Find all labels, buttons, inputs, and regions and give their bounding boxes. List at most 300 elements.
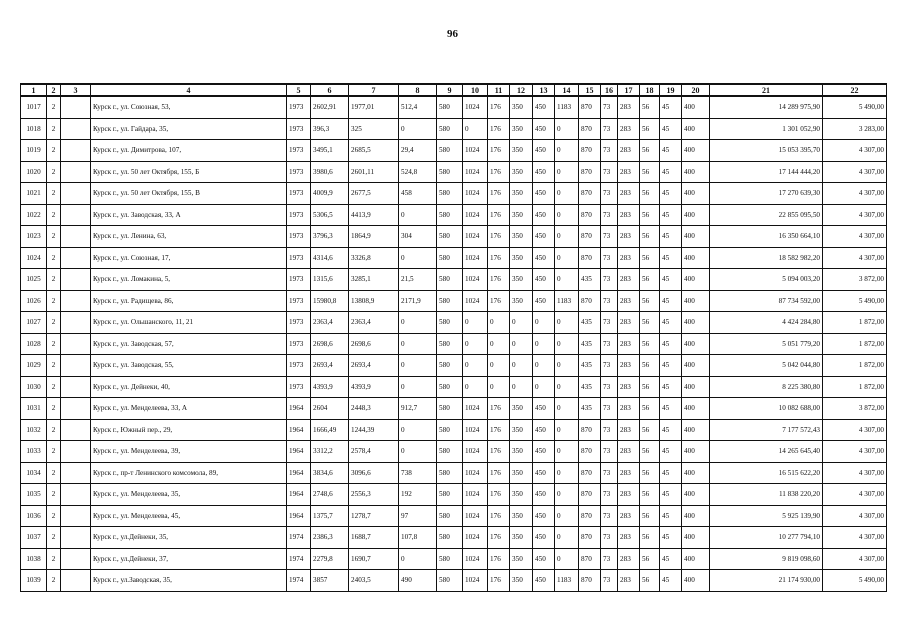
table-cell: 400 bbox=[682, 570, 710, 592]
table-cell: 3285,1 bbox=[349, 269, 399, 291]
column-header: 16 bbox=[601, 84, 618, 96]
table-cell: 176 bbox=[488, 290, 510, 312]
table-cell: 1024 bbox=[463, 290, 488, 312]
table-cell: 283 bbox=[618, 140, 640, 162]
table-cell: 73 bbox=[601, 376, 618, 398]
table-cell: 396,3 bbox=[311, 118, 349, 140]
table-cell: 1024 bbox=[463, 96, 488, 118]
table-cell: 4009,9 bbox=[311, 183, 349, 205]
table-cell: 73 bbox=[601, 527, 618, 549]
table-cell: 450 bbox=[533, 441, 555, 463]
table-cell: 2578,4 bbox=[349, 441, 399, 463]
table-cell: 7 177 572,43 bbox=[710, 419, 823, 441]
table-cell: 400 bbox=[682, 333, 710, 355]
table-cell bbox=[61, 398, 91, 420]
table-cell: 4 307,00 bbox=[823, 505, 887, 527]
table-cell: Курск г., ул.Дейнеки, 37, bbox=[91, 548, 287, 570]
table-cell: 1028 bbox=[21, 333, 47, 355]
table-cell: Курск г., ул. Ломакина, 5, bbox=[91, 269, 287, 291]
table-cell: 870 bbox=[579, 527, 601, 549]
table-cell: 1021 bbox=[21, 183, 47, 205]
table-cell: 435 bbox=[579, 333, 601, 355]
table-cell: 580 bbox=[437, 118, 463, 140]
table-cell: 3495,1 bbox=[311, 140, 349, 162]
table-cell: 56 bbox=[640, 140, 660, 162]
table-cell: 450 bbox=[533, 96, 555, 118]
table-cell: 176 bbox=[488, 419, 510, 441]
table-cell: 350 bbox=[510, 204, 533, 226]
table-cell bbox=[61, 570, 91, 592]
table-cell: 450 bbox=[533, 247, 555, 269]
table-cell: 2 bbox=[47, 312, 61, 334]
table-cell: 580 bbox=[437, 140, 463, 162]
table-cell: 2604 bbox=[311, 398, 349, 420]
table-cell: Курск г., ул. Гайдара, 35, bbox=[91, 118, 287, 140]
table-cell: 870 bbox=[579, 183, 601, 205]
table-cell: 2693,4 bbox=[311, 355, 349, 377]
table-row bbox=[21, 333, 887, 355]
table-cell: 0 bbox=[555, 247, 579, 269]
table-cell bbox=[61, 505, 91, 527]
table-cell: 580 bbox=[437, 247, 463, 269]
table-cell: 283 bbox=[618, 419, 640, 441]
table-row bbox=[21, 376, 887, 398]
table-cell: 1183 bbox=[555, 290, 579, 312]
table-cell: 0 bbox=[399, 204, 437, 226]
column-header: 11 bbox=[488, 84, 510, 96]
table-cell: 458 bbox=[399, 183, 437, 205]
table-cell bbox=[61, 333, 91, 355]
table-cell: 56 bbox=[640, 570, 660, 592]
table-cell: 1024 bbox=[463, 548, 488, 570]
table-cell: 0 bbox=[533, 355, 555, 377]
table-row bbox=[21, 398, 887, 420]
table-cell bbox=[61, 161, 91, 183]
table-cell: 3980,6 bbox=[311, 161, 349, 183]
table-cell: 0 bbox=[555, 269, 579, 291]
table-cell: 283 bbox=[618, 247, 640, 269]
table-cell: 435 bbox=[579, 376, 601, 398]
table-cell: 3796,3 bbox=[311, 226, 349, 248]
table-cell: 2 bbox=[47, 484, 61, 506]
table-cell: 45 bbox=[660, 376, 682, 398]
table-cell: 1026 bbox=[21, 290, 47, 312]
table-cell: 400 bbox=[682, 527, 710, 549]
table-cell: 870 bbox=[579, 505, 601, 527]
table-cell: 73 bbox=[601, 419, 618, 441]
table-cell: 4 307,00 bbox=[823, 527, 887, 549]
table-cell: Курск г., Южный пер., 29, bbox=[91, 419, 287, 441]
table-cell: 5 042 044,80 bbox=[710, 355, 823, 377]
table-cell: 0 bbox=[533, 376, 555, 398]
table-cell: 1024 bbox=[463, 269, 488, 291]
table-cell: 1973 bbox=[287, 226, 311, 248]
column-header: 8 bbox=[399, 84, 437, 96]
table-cell: 73 bbox=[601, 484, 618, 506]
table-cell: 400 bbox=[682, 183, 710, 205]
table-cell: 45 bbox=[660, 96, 682, 118]
table-cell: 2 bbox=[47, 226, 61, 248]
table-cell: 1 872,00 bbox=[823, 376, 887, 398]
table-row bbox=[21, 312, 887, 334]
table-cell: 0 bbox=[463, 118, 488, 140]
table-cell: 45 bbox=[660, 226, 682, 248]
table-cell: 1 301 052,90 bbox=[710, 118, 823, 140]
table-cell: 176 bbox=[488, 226, 510, 248]
table-cell: 5 490,00 bbox=[823, 570, 887, 592]
table-cell: 4 307,00 bbox=[823, 247, 887, 269]
table-cell: 73 bbox=[601, 96, 618, 118]
table-cell: 350 bbox=[510, 570, 533, 592]
table-cell bbox=[61, 290, 91, 312]
table-cell: 512,4 bbox=[399, 96, 437, 118]
table-cell: 4 307,00 bbox=[823, 161, 887, 183]
table-cell: 0 bbox=[555, 376, 579, 398]
table-cell: 176 bbox=[488, 462, 510, 484]
table-cell: 283 bbox=[618, 96, 640, 118]
table-cell bbox=[61, 441, 91, 463]
table-cell: 16 350 664,10 bbox=[710, 226, 823, 248]
table-cell: 870 bbox=[579, 247, 601, 269]
column-header: 19 bbox=[660, 84, 682, 96]
table-cell: 283 bbox=[618, 484, 640, 506]
table-cell: 350 bbox=[510, 505, 533, 527]
table-cell: 435 bbox=[579, 269, 601, 291]
table-cell: 580 bbox=[437, 398, 463, 420]
table-cell: 45 bbox=[660, 484, 682, 506]
table-cell: Курск г., ул. Заводская, 55, bbox=[91, 355, 287, 377]
table-cell: 2 bbox=[47, 269, 61, 291]
table-cell: 9 819 098,60 bbox=[710, 548, 823, 570]
table-cell: 1017 bbox=[21, 96, 47, 118]
table-cell: 870 bbox=[579, 96, 601, 118]
table-cell: 1666,49 bbox=[311, 419, 349, 441]
table-cell: 2 bbox=[47, 570, 61, 592]
table-cell: 870 bbox=[579, 204, 601, 226]
register-table bbox=[20, 83, 887, 592]
table-cell: 1183 bbox=[555, 96, 579, 118]
table-cell: 400 bbox=[682, 312, 710, 334]
table-cell: 435 bbox=[579, 355, 601, 377]
table-cell: 56 bbox=[640, 96, 660, 118]
table-cell: 870 bbox=[579, 161, 601, 183]
table-cell: 56 bbox=[640, 398, 660, 420]
table-cell: 580 bbox=[437, 505, 463, 527]
column-header: 7 bbox=[349, 84, 399, 96]
table-cell: 283 bbox=[618, 269, 640, 291]
table-cell: 580 bbox=[437, 183, 463, 205]
table-cell bbox=[61, 140, 91, 162]
table-cell: 8 225 380,80 bbox=[710, 376, 823, 398]
table-cell: 107,8 bbox=[399, 527, 437, 549]
table-cell: 2698,6 bbox=[311, 333, 349, 355]
table-cell bbox=[61, 96, 91, 118]
table-cell: 0 bbox=[555, 441, 579, 463]
table-row bbox=[21, 96, 887, 118]
table-cell: 1033 bbox=[21, 441, 47, 463]
table-cell: 4 307,00 bbox=[823, 419, 887, 441]
table-cell: 400 bbox=[682, 96, 710, 118]
table-cell: 176 bbox=[488, 204, 510, 226]
table-cell: 15 053 395,70 bbox=[710, 140, 823, 162]
table-cell: 2 bbox=[47, 333, 61, 355]
table-cell: Курск г., ул. Заводская, 57, bbox=[91, 333, 287, 355]
table-cell: 0 bbox=[555, 462, 579, 484]
table-cell: 73 bbox=[601, 183, 618, 205]
table-cell: 580 bbox=[437, 161, 463, 183]
table-cell: 350 bbox=[510, 247, 533, 269]
table-cell: 350 bbox=[510, 269, 533, 291]
table-cell: 870 bbox=[579, 140, 601, 162]
table-cell: 0 bbox=[488, 355, 510, 377]
table-cell: 3 283,00 bbox=[823, 118, 887, 140]
table-cell: 283 bbox=[618, 355, 640, 377]
table-cell: 56 bbox=[640, 118, 660, 140]
table-cell: 1036 bbox=[21, 505, 47, 527]
table-cell: 1031 bbox=[21, 398, 47, 420]
table-cell: 435 bbox=[579, 398, 601, 420]
table-cell: 400 bbox=[682, 355, 710, 377]
table-cell: 1024 bbox=[463, 140, 488, 162]
table-cell: 0 bbox=[533, 333, 555, 355]
table-cell: 73 bbox=[601, 140, 618, 162]
table-cell: 73 bbox=[601, 204, 618, 226]
table-cell: 0 bbox=[463, 376, 488, 398]
table-cell: 1039 bbox=[21, 570, 47, 592]
table-cell: 283 bbox=[618, 548, 640, 570]
table-cell: 5 094 003,20 bbox=[710, 269, 823, 291]
table-cell: 400 bbox=[682, 140, 710, 162]
table-cell: 0 bbox=[399, 376, 437, 398]
table-cell: 2556,3 bbox=[349, 484, 399, 506]
table-cell: 580 bbox=[437, 484, 463, 506]
table-cell: 350 bbox=[510, 398, 533, 420]
table-cell: 4393,9 bbox=[311, 376, 349, 398]
table-cell: 283 bbox=[618, 333, 640, 355]
table-cell: 2386,3 bbox=[311, 527, 349, 549]
table-cell: 176 bbox=[488, 527, 510, 549]
table-cell: 1038 bbox=[21, 548, 47, 570]
table-row bbox=[21, 290, 887, 312]
table-cell: 0 bbox=[555, 183, 579, 205]
table-cell: 15980,8 bbox=[311, 290, 349, 312]
table-cell: 450 bbox=[533, 570, 555, 592]
column-header: 2 bbox=[47, 84, 61, 96]
table-cell: Курск г., ул. Менделеева, 39, bbox=[91, 441, 287, 463]
table-cell: 45 bbox=[660, 118, 682, 140]
table-cell: 1973 bbox=[287, 269, 311, 291]
table-row bbox=[21, 269, 887, 291]
table-cell: 1023 bbox=[21, 226, 47, 248]
table-cell: 0 bbox=[399, 548, 437, 570]
table-cell bbox=[61, 548, 91, 570]
table-cell: 435 bbox=[579, 312, 601, 334]
table-cell: 4314,6 bbox=[311, 247, 349, 269]
table-cell: 580 bbox=[437, 441, 463, 463]
table-cell: 0 bbox=[510, 376, 533, 398]
table-cell: 0 bbox=[555, 419, 579, 441]
table-cell: 1964 bbox=[287, 398, 311, 420]
table-cell: 0 bbox=[399, 419, 437, 441]
table-cell: 1024 bbox=[463, 247, 488, 269]
table-cell: 2 bbox=[47, 441, 61, 463]
table-cell: 56 bbox=[640, 183, 660, 205]
table-cell: 580 bbox=[437, 290, 463, 312]
table-cell: 56 bbox=[640, 548, 660, 570]
table-cell: 73 bbox=[601, 247, 618, 269]
table-row bbox=[21, 226, 887, 248]
table-cell: 400 bbox=[682, 118, 710, 140]
table-cell: 400 bbox=[682, 398, 710, 420]
table-cell: 350 bbox=[510, 118, 533, 140]
table-cell: 1024 bbox=[463, 161, 488, 183]
table-cell: 1974 bbox=[287, 527, 311, 549]
table-cell: 400 bbox=[682, 226, 710, 248]
table-cell bbox=[61, 376, 91, 398]
table-cell: 18 582 982,20 bbox=[710, 247, 823, 269]
table-cell: 580 bbox=[437, 96, 463, 118]
table-cell: 580 bbox=[437, 355, 463, 377]
table-cell: 73 bbox=[601, 548, 618, 570]
table-cell: 2748,6 bbox=[311, 484, 349, 506]
table-cell: 56 bbox=[640, 527, 660, 549]
table-cell: 580 bbox=[437, 333, 463, 355]
table-cell: 1183 bbox=[555, 570, 579, 592]
table-cell: 1034 bbox=[21, 462, 47, 484]
page-number: 96 bbox=[447, 28, 458, 40]
table-cell: 350 bbox=[510, 462, 533, 484]
table-cell: 73 bbox=[601, 398, 618, 420]
table-cell: 2 bbox=[47, 161, 61, 183]
table-cell: Курск г., пр-т Ленинского комсомола, 89, bbox=[91, 462, 287, 484]
table-cell: 1 872,00 bbox=[823, 312, 887, 334]
table-cell: 2448,3 bbox=[349, 398, 399, 420]
table-cell: 283 bbox=[618, 505, 640, 527]
table-cell: 0 bbox=[555, 333, 579, 355]
table-cell bbox=[61, 484, 91, 506]
table-cell: 2 bbox=[47, 398, 61, 420]
table-cell: 0 bbox=[399, 333, 437, 355]
table-cell bbox=[61, 247, 91, 269]
table-cell: Курск г., ул. Менделеева, 45, bbox=[91, 505, 287, 527]
table-cell: 325 bbox=[349, 118, 399, 140]
table-cell: 73 bbox=[601, 570, 618, 592]
table-cell: 4 307,00 bbox=[823, 441, 887, 463]
table-cell: 45 bbox=[660, 140, 682, 162]
table-cell: 350 bbox=[510, 548, 533, 570]
table-cell: 350 bbox=[510, 484, 533, 506]
table-cell: 1020 bbox=[21, 161, 47, 183]
table-row bbox=[21, 355, 887, 377]
table-cell: 2 bbox=[47, 462, 61, 484]
table-cell: 0 bbox=[488, 376, 510, 398]
table-cell: 73 bbox=[601, 333, 618, 355]
table-cell: 176 bbox=[488, 269, 510, 291]
table-cell bbox=[61, 118, 91, 140]
table-cell: 580 bbox=[437, 226, 463, 248]
column-header: 17 bbox=[618, 84, 640, 96]
table-cell: 10 082 688,00 bbox=[710, 398, 823, 420]
table-row bbox=[21, 419, 887, 441]
table-cell: 4393,9 bbox=[349, 376, 399, 398]
table-cell: 21 174 930,00 bbox=[710, 570, 823, 592]
table-cell: 283 bbox=[618, 290, 640, 312]
table-cell: 1 872,00 bbox=[823, 355, 887, 377]
table-cell: 56 bbox=[640, 161, 660, 183]
table-cell: Курск г., ул. Менделеева, 33, А bbox=[91, 398, 287, 420]
table-cell: 400 bbox=[682, 247, 710, 269]
table-cell: 400 bbox=[682, 269, 710, 291]
table-row bbox=[21, 505, 887, 527]
table-cell: 350 bbox=[510, 140, 533, 162]
table-cell: 350 bbox=[510, 290, 533, 312]
table-cell: 870 bbox=[579, 290, 601, 312]
table-cell: 73 bbox=[601, 441, 618, 463]
table-cell: 1278,7 bbox=[349, 505, 399, 527]
table-row bbox=[21, 161, 887, 183]
table-cell: 1024 bbox=[463, 462, 488, 484]
table-cell: 176 bbox=[488, 484, 510, 506]
table-cell: 1964 bbox=[287, 484, 311, 506]
table-cell: 45 bbox=[660, 441, 682, 463]
table-cell: 400 bbox=[682, 441, 710, 463]
table-cell: 45 bbox=[660, 312, 682, 334]
table-cell: 2363,4 bbox=[311, 312, 349, 334]
table-cell: Курск г., ул. Ольшанского, 11, 21 bbox=[91, 312, 287, 334]
table-cell: Курск г., ул.Заводская, 35, bbox=[91, 570, 287, 592]
table-cell: 1973 bbox=[287, 96, 311, 118]
table-cell: 56 bbox=[640, 355, 660, 377]
table-cell: 3096,6 bbox=[349, 462, 399, 484]
table-cell: 450 bbox=[533, 140, 555, 162]
table-cell: 73 bbox=[601, 462, 618, 484]
column-header: 3 bbox=[61, 84, 91, 96]
table-cell: 350 bbox=[510, 441, 533, 463]
table-cell: 1018 bbox=[21, 118, 47, 140]
table-cell: 1024 bbox=[463, 398, 488, 420]
table-cell: 176 bbox=[488, 398, 510, 420]
table-cell: 580 bbox=[437, 527, 463, 549]
table-cell: 580 bbox=[437, 376, 463, 398]
table-cell: Курск г., ул. Заводская, 33, А bbox=[91, 204, 287, 226]
table-cell: 1315,6 bbox=[311, 269, 349, 291]
table-cell: 45 bbox=[660, 355, 682, 377]
table-cell: 0 bbox=[399, 441, 437, 463]
table-cell: 5 490,00 bbox=[823, 290, 887, 312]
table-cell: 5 490,00 bbox=[823, 96, 887, 118]
table-cell: 450 bbox=[533, 462, 555, 484]
table-cell: 3 872,00 bbox=[823, 269, 887, 291]
table-cell: 0 bbox=[488, 333, 510, 355]
table-row bbox=[21, 548, 887, 570]
table-cell: 1973 bbox=[287, 312, 311, 334]
table-cell: 2171,9 bbox=[399, 290, 437, 312]
table-cell: 176 bbox=[488, 118, 510, 140]
table-cell: 1029 bbox=[21, 355, 47, 377]
table-row bbox=[21, 118, 887, 140]
table-cell: 45 bbox=[660, 204, 682, 226]
table-cell: 1030 bbox=[21, 376, 47, 398]
table-cell: 1964 bbox=[287, 505, 311, 527]
column-header: 18 bbox=[640, 84, 660, 96]
table-cell: 580 bbox=[437, 204, 463, 226]
column-header: 20 bbox=[682, 84, 710, 96]
table-cell: 0 bbox=[399, 355, 437, 377]
column-header: 21 bbox=[710, 84, 823, 96]
table-cell: 1022 bbox=[21, 204, 47, 226]
table-cell: 0 bbox=[555, 204, 579, 226]
table-cell: 0 bbox=[533, 312, 555, 334]
